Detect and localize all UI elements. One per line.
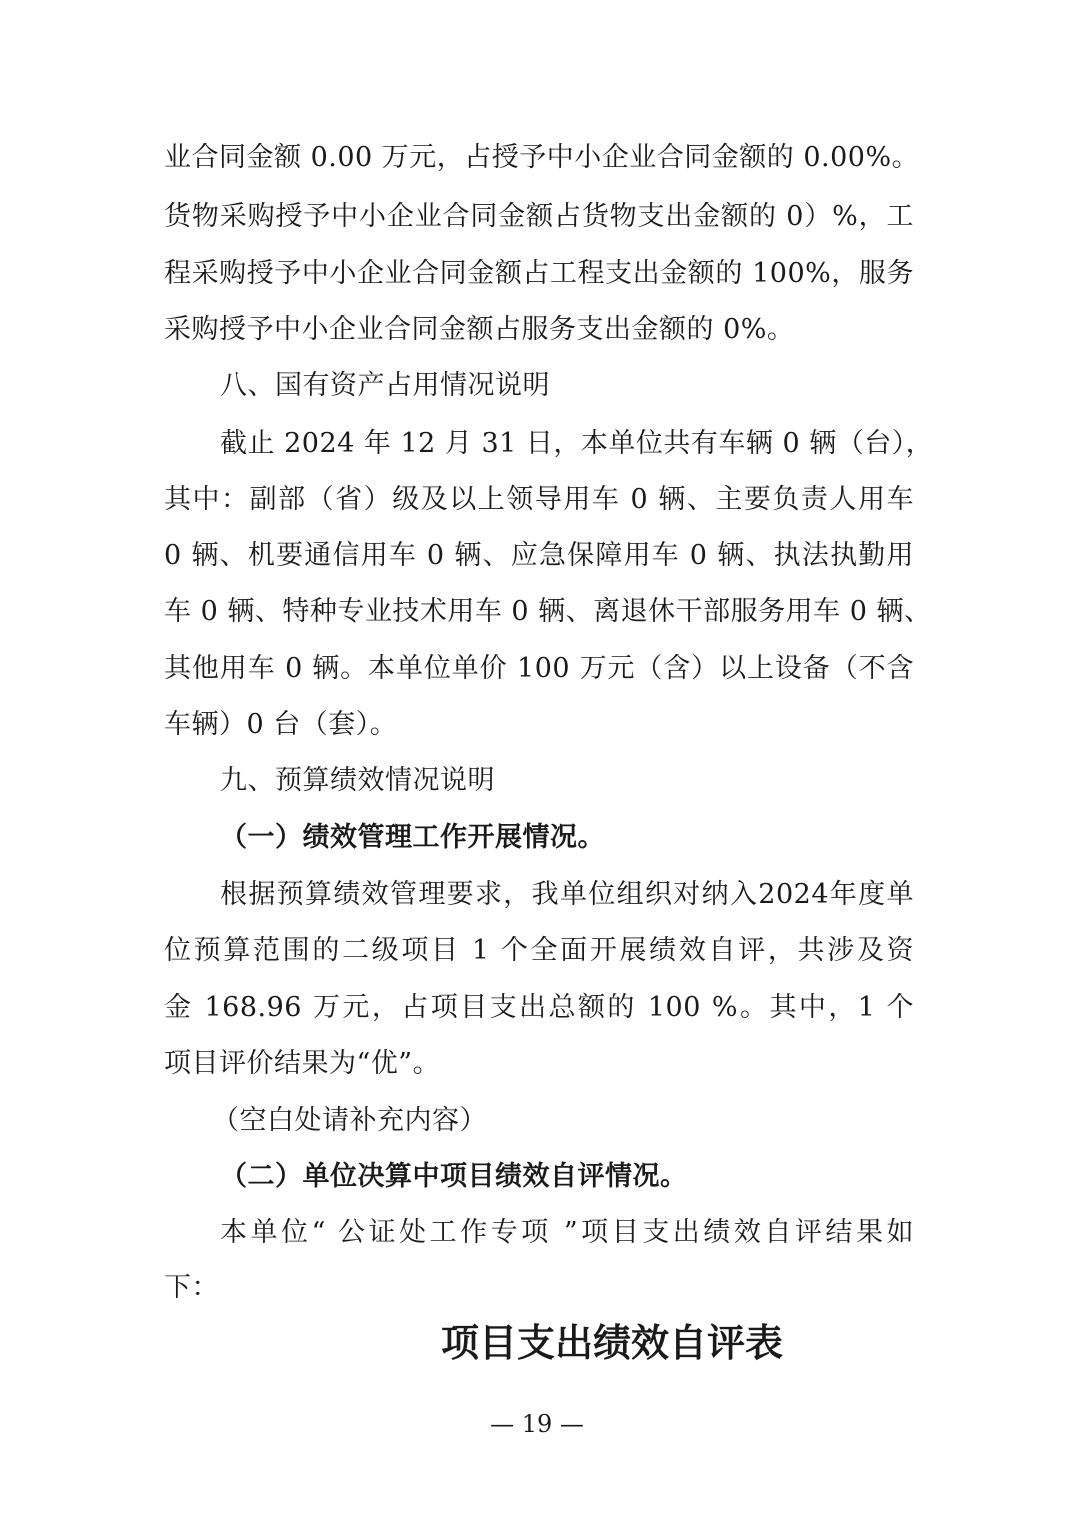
fill-in-note: （空白处请补充内容） xyxy=(212,1105,487,1136)
paragraph-line: 金 168.96 万元，占项目支出总额的 100 %。其中，1 个 xyxy=(164,992,914,1023)
section-heading-8: 八、国有资产占用情况说明 xyxy=(220,370,550,401)
paragraph-line: 位预算范围的二级项目 1 个全面开展绩效自评，共涉及资 xyxy=(164,935,914,966)
paragraph-line: 货物采购授予中小企业合同金额占货物支出金额的 0）%，工 xyxy=(164,201,914,232)
paragraph-line: 本单位“ 公证处工作专项 ”项目支出绩效自评结果如 xyxy=(220,1217,914,1248)
paragraph-line: 程采购授予中小企业合同金额占工程支出金额的 100%，服务 xyxy=(164,258,914,289)
paragraph-line: 业合同金额 0.00 万元，占授予中小企业合同金额的 0.00%。 xyxy=(164,142,920,173)
paragraph-line: 采购授予中小企业合同金额占服务支出金额的 0%。 xyxy=(164,314,795,345)
paragraph-line: 截止 2024 年 12 月 31 日，本单位共有车辆 0 辆（台）， xyxy=(220,428,934,459)
subsection-heading-9-1: （一）绩效管理工作开展情况。 xyxy=(220,822,605,853)
paragraph-line: 根据预算绩效管理要求，我单位组织对纳入2024年度单 xyxy=(220,879,914,910)
paragraph-line: 车 0 辆、特种专业技术用车 0 辆、离退休干部服务用车 0 辆、 xyxy=(164,596,932,627)
paragraph-line: 0 辆、机要通信用车 0 辆、应急保障用车 0 辆、执法执勤用 xyxy=(164,540,914,571)
paragraph-line: 下： xyxy=(164,1272,219,1303)
paragraph-line: 其中：副部（省）级及以上领导用车 0 辆、主要负责人用车 xyxy=(164,484,914,515)
page-number: — 19 — xyxy=(490,1410,584,1438)
paragraph-line: 其他用车 0 辆。本单位单价 100 万元（含）以上设备（不含 xyxy=(164,653,914,684)
paragraph-line: 项目评价结果为“优”。 xyxy=(164,1048,441,1079)
section-heading-9: 九、预算绩效情况说明 xyxy=(220,765,495,796)
table-title: 项目支出绩效自评表 xyxy=(440,1321,783,1365)
subsection-heading-9-2: （二）单位决算中项目绩效自评情况。 xyxy=(220,1161,688,1192)
paragraph-line: 车辆）0 台（套）。 xyxy=(164,709,398,740)
